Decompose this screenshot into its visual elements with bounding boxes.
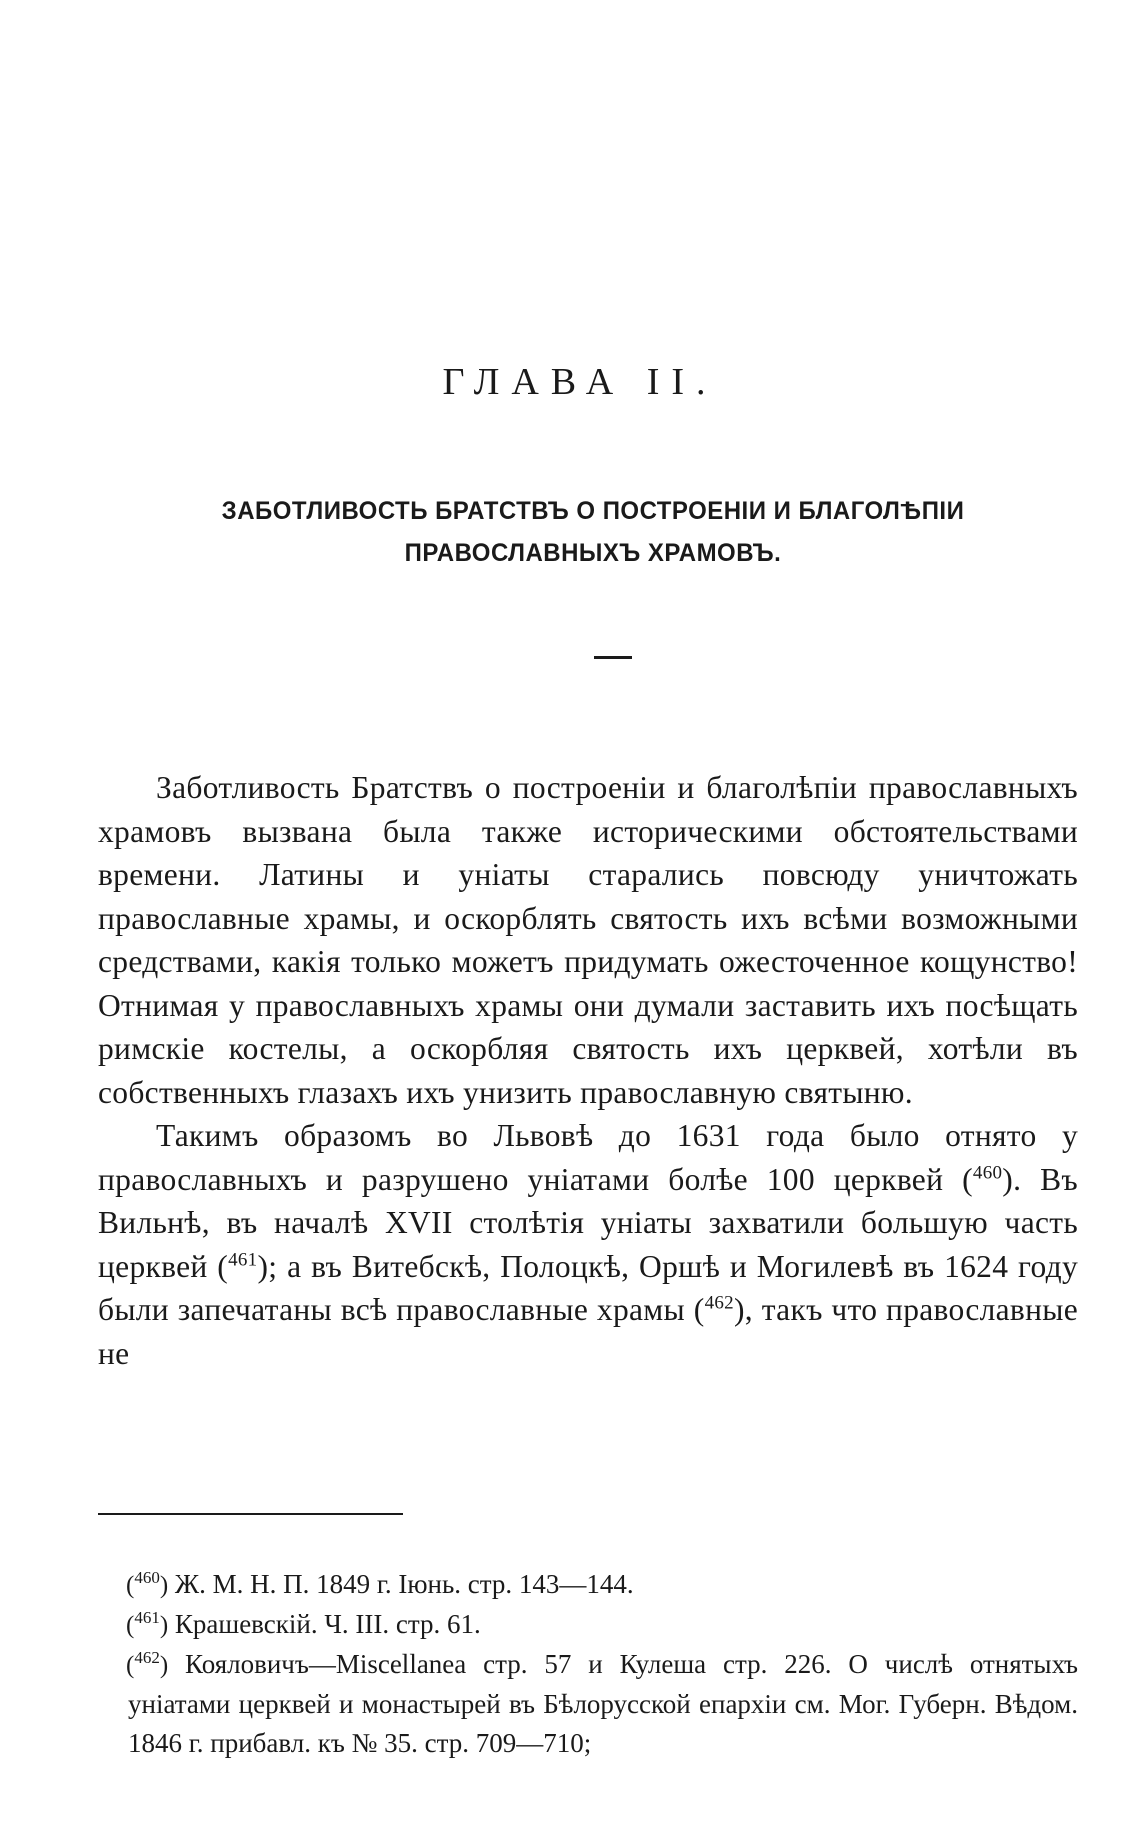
- footnote-number: 462: [134, 1648, 160, 1667]
- footnote-462: ($^{462}$) Кояловичъ—Miscellanea стр. 57 и Кулеша стр. 226. О числѣ отнятыхъ уніатами церквей и монастырей въ Бѣлорусской епархіи см. Мог. Губерн. Вѣдом. 1846 г. прибавл. къ № 35. стр. 709—710;: [126, 1648, 1079, 1758]
- title-separator: [594, 656, 632, 659]
- chapter-heading: ГЛАВА II.: [442, 361, 718, 403]
- chapter-title: ЗАБОТЛИВОСТЬ БРАТСТВЪ О ПОСТРОЕНІИ И БЛАГОЛѢПІИ ПРАВОСЛАВНЫХЪ ХРАМОВЪ.: [221, 497, 965, 567]
- footnote-text: Крашевскій. Ч. III. стр. 61.: [174, 1609, 481, 1639]
- footnote-number: 460: [134, 1568, 160, 1587]
- footnote-ref-462: 462: [704, 1292, 734, 1314]
- footnotes: [98, 1565, 1078, 1763]
- footnote-text: Ж. М. Н. П. 1849 г. Іюнь. стр. 143—144.: [174, 1569, 634, 1599]
- paragraph-2-text-c: ); а въ Витебскѣ, Полоцкѣ, Оршѣ и Могилевѣ въ 1624 году были запечатаны всѣ православные храмы (: [98, 1248, 1078, 1327]
- footnote-461: ($^{461}$) Крашевскій. Ч. III. стр. 61.: [126, 1608, 481, 1639]
- body-text: [98, 766, 1078, 1375]
- footnote-divider: [98, 1513, 403, 1515]
- paragraph-2-text-b: ). Въ Вильнѣ, въ началѣ XVII столѣтія уніаты захватили большую часть церквей (: [98, 1161, 1078, 1284]
- footnote-text: Кояловичъ—Miscellanea стр. 57 и Кулеша стр. 226. О числѣ отнятыхъ уніатами церквей и монастырей въ Бѣлорусской епархіи см. Мог. Губерн. Вѣдом. 1846 г. прибавл. къ № 35. стр. 709—710;: [128, 1649, 1079, 1758]
- paragraph-2-text-a: Такимъ образомъ во Львовѣ до 1631 года было отнято у православныхъ и разрушено уніатами болѣе 100 церквей (: [98, 1118, 1078, 1197]
- footnote-ref-460: 460: [972, 1162, 1003, 1183]
- paragraph-2: [98, 1114, 1078, 1375]
- footnote-ref-461: 461: [228, 1249, 258, 1270]
- paragraph-2-text-d: ), такъ что православные не: [98, 1292, 1078, 1371]
- footnote-number: 461: [134, 1608, 160, 1627]
- footnote-460: ($^{460}$) Ж. М. Н. П. 1849 г. Іюнь. стр. 143—144.: [126, 1568, 634, 1599]
- paragraph-1: Заботливость Братствъ о построеніи и благолѣпіи православныхъ храмовъ вызвана была также историческими обстоятельствами времени. Латины и уніаты старались повсюду уничтожать православные храмы, и оскорблять святость ихъ всѣми возможными средствами, какія только можетъ придумать ожесточенное кощунство! Отнимая у православныхъ храмы они думали заставить ихъ посѣщать римскіе костелы, а оскорбляя святость ихъ церквей, хотѣли въ собственныхъ глазахъ ихъ унизить православную святыню.: [98, 770, 1078, 1110]
